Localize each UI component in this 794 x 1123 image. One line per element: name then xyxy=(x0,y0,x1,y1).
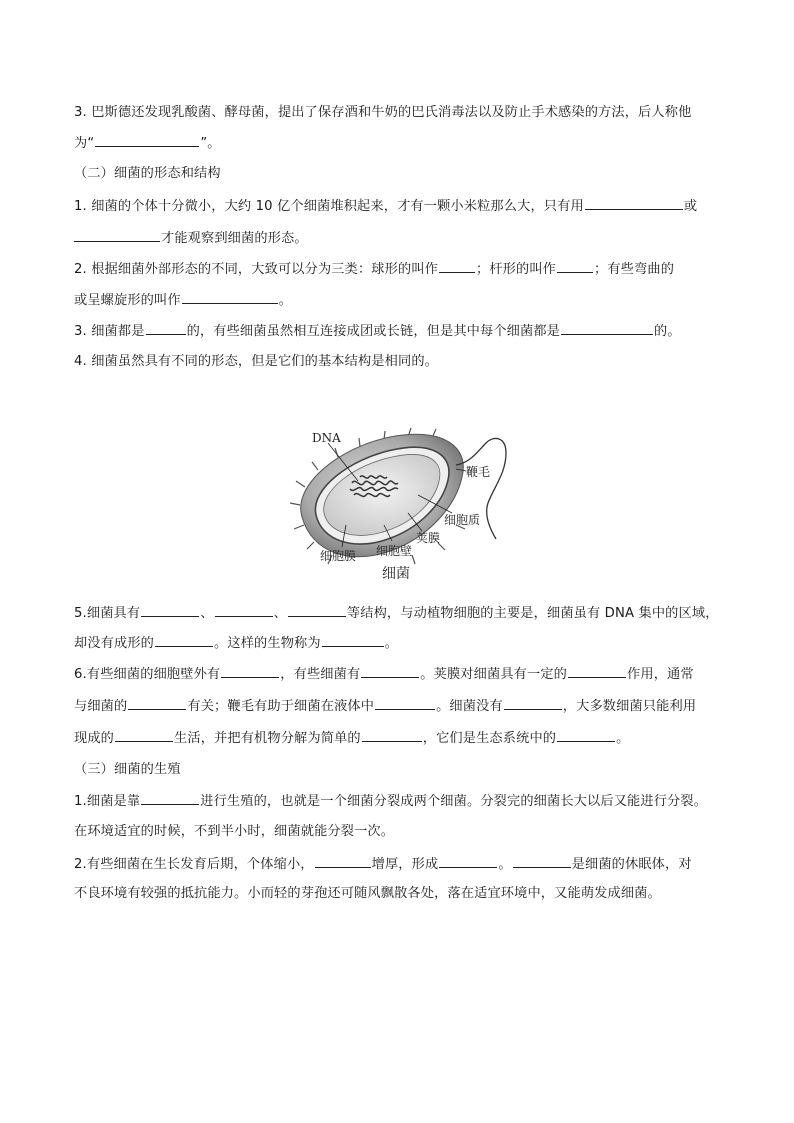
fill-blank[interactable] xyxy=(561,321,653,335)
text: 。这样的生物称为 xyxy=(214,636,321,651)
fill-blank[interactable] xyxy=(74,228,160,242)
item-1-line-1 xyxy=(74,196,697,217)
text: 、 xyxy=(200,606,214,621)
text: 。 xyxy=(278,293,293,308)
heading-text: （三）细菌的生殖 xyxy=(74,762,181,777)
fill-blank[interactable] xyxy=(288,603,346,617)
text: 的。 xyxy=(654,324,681,339)
text: 2.有些细菌在生长发育后期，个体缩小， xyxy=(74,857,314,872)
item-1-line-2 xyxy=(74,228,308,249)
text: 现成的 xyxy=(74,731,115,746)
label-cell-wall: 细胞壁 xyxy=(376,544,413,558)
reproduction-item-2-line-2 xyxy=(74,884,661,904)
text: 或 xyxy=(683,199,698,214)
section-heading-3 xyxy=(74,760,181,780)
item-6-line-1 xyxy=(74,664,694,685)
label-cell-membrane: 细胞膜 xyxy=(320,549,357,563)
fill-blank[interactable] xyxy=(215,603,273,617)
label-flagellum: 鞭毛 xyxy=(466,465,491,479)
text: 或呈螺旋形的叫作 xyxy=(74,293,181,308)
fill-blank[interactable] xyxy=(504,696,562,710)
fill-blank[interactable] xyxy=(315,854,371,868)
text: 5.细菌具有 xyxy=(74,606,141,621)
fill-blank[interactable] xyxy=(362,728,422,742)
item-3 xyxy=(74,321,681,342)
text: 是细菌的休眠体，对 xyxy=(571,857,692,872)
text: 与细菌的 xyxy=(74,699,128,714)
fill-blank[interactable] xyxy=(439,854,497,868)
text: 、 xyxy=(273,606,287,621)
text: 进行生殖的，也就是一个细菌分裂成两个细菌。分裂完的细菌长大以后又能进行分裂。 xyxy=(200,794,708,809)
text: ；有些弯曲的 xyxy=(594,262,675,277)
fill-blank[interactable] xyxy=(115,728,173,742)
paragraph-3-line-1 xyxy=(74,103,691,123)
fill-blank[interactable] xyxy=(557,728,615,742)
text: 却没有成形的 xyxy=(74,636,155,651)
text: 3. 细菌都是 xyxy=(74,324,145,339)
label-capsule: 荚膜 xyxy=(416,531,441,545)
item-2-line-1 xyxy=(74,259,674,280)
text: ，大多数细菌只能利用 xyxy=(562,699,697,714)
text: 1. 细菌的个体十分微小，大约 10 亿个细菌堆积起来，才有一颗小米粒那么大，只有用 xyxy=(74,199,584,214)
fill-blank[interactable] xyxy=(182,290,278,304)
fill-blank[interactable] xyxy=(221,664,279,678)
fill-blank[interactable] xyxy=(375,696,435,710)
text: 6.有些细菌的细胞壁外有 xyxy=(74,667,221,682)
text: 有关；鞭毛有助于细菌在液体中 xyxy=(187,699,375,714)
item-5-line-1 xyxy=(74,603,719,624)
label-cytoplasm: 细胞质 xyxy=(444,513,481,527)
item-4 xyxy=(74,352,438,372)
bacterium-diagram xyxy=(280,425,520,585)
fill-blank[interactable] xyxy=(557,259,593,273)
text: ，它们是生态系统中的 xyxy=(422,731,557,746)
item-6-line-2 xyxy=(74,696,696,717)
text: 2. 根据细菌外部形态的不同，大致可以分为三类：球形的叫作 xyxy=(74,262,438,277)
heading-text: （二）细菌的形态和结构 xyxy=(74,166,221,181)
text: 。 xyxy=(616,731,630,746)
fill-blank[interactable] xyxy=(585,196,683,210)
item-5-line-2 xyxy=(74,633,398,654)
reproduction-item-1-line-1 xyxy=(74,791,707,812)
item-6-line-3 xyxy=(74,728,629,749)
fill-blank[interactable] xyxy=(568,664,626,678)
text: ，有些细菌有 xyxy=(280,667,361,682)
fill-blank[interactable] xyxy=(155,633,213,647)
fill-blank[interactable] xyxy=(439,259,475,273)
text: 增厚，形成 xyxy=(371,857,439,872)
text: 为“ xyxy=(74,136,95,151)
fill-blank[interactable] xyxy=(141,603,199,617)
text: 在环境适宜的时候，不到半小时，细菌就能分裂一次。 xyxy=(74,824,395,839)
text: 才能观察到细菌的形态。 xyxy=(161,231,308,246)
text: 。 xyxy=(384,636,399,651)
text: 1.细菌是靠 xyxy=(74,794,141,809)
text: 等结构，与动植物细胞的主要是，细菌虽有 DNA 集中的区域， xyxy=(346,606,719,621)
text: 4. 细菌虽然具有不同的形态，但是它们的基本结构是相同的。 xyxy=(74,354,438,369)
text: 。 xyxy=(498,857,512,872)
text: 不良环境有较强的抵抗能力。小而轻的芽孢还可随风飘散各处，落在适宜环境中，又能萌发成细菌。 xyxy=(74,886,661,901)
text: 。荚膜对细菌具有一定的 xyxy=(420,667,568,682)
bacterium-illustration xyxy=(280,425,520,585)
item-2-line-2 xyxy=(74,290,292,311)
fill-blank[interactable] xyxy=(322,633,384,647)
fill-blank[interactable] xyxy=(146,321,186,335)
fill-blank[interactable] xyxy=(513,854,571,868)
fill-blank[interactable] xyxy=(361,664,419,678)
text: 生活，并把有机物分解为简单的 xyxy=(174,731,361,746)
figure-caption: 细菌 xyxy=(382,566,410,582)
text: 3. 巴斯德还发现乳酸菌、酵母菌，提出了保存酒和牛奶的巴氏消毒法以及防止手术感染的方法，后人称他 xyxy=(74,105,692,120)
text: 作用，通常 xyxy=(627,667,694,682)
fill-blank[interactable] xyxy=(141,791,199,805)
text: 。细菌没有 xyxy=(436,699,503,714)
label-dna: DNA xyxy=(312,431,341,445)
text: 的，有些细菌虽然相互连接成团或长链，但是其中每个细菌都是 xyxy=(186,324,561,339)
text: ；杆形的叫作 xyxy=(476,262,557,277)
reproduction-item-1-line-2 xyxy=(74,822,394,842)
text: ”。 xyxy=(200,136,221,151)
section-heading-2 xyxy=(74,164,221,184)
reproduction-item-2-line-1 xyxy=(74,854,692,875)
paragraph-3-line-2 xyxy=(74,133,221,154)
fill-blank[interactable] xyxy=(95,133,199,147)
fill-blank[interactable] xyxy=(128,696,186,710)
